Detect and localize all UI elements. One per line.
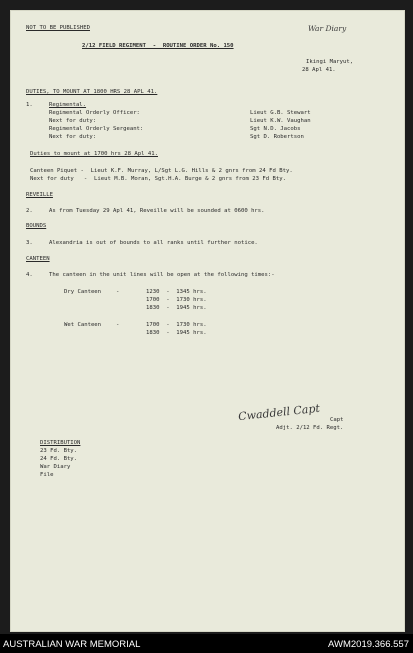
item-number-4: 4. xyxy=(26,272,33,278)
duty-name: Sgt D. Robertson xyxy=(250,134,304,140)
item-number-2: 2. xyxy=(26,208,33,214)
handwritten-signature: Cwaddell Capt xyxy=(237,401,321,424)
distribution-item: War Diary xyxy=(40,464,71,470)
dry-dash: - xyxy=(116,289,120,295)
wet-time: 1700 - 1730 hrs. xyxy=(146,322,207,328)
bounds-text: Alexandria is out of bounds to all ranks until further notice. xyxy=(49,240,258,246)
distribution-item: File xyxy=(40,472,54,478)
canteen-heading: CANTEEN xyxy=(26,256,50,262)
signature-rank: Capt xyxy=(330,417,344,423)
wet-dash: - xyxy=(116,322,120,328)
duty-role: Next for duty: xyxy=(49,118,97,124)
item-number-1: 1. xyxy=(26,102,33,108)
dry-time: 1830 - 1945 hrs. xyxy=(146,305,207,311)
duty-role: Next for duty: xyxy=(49,134,97,140)
duties-subheading: Duties to mount at 1700 hrs 28 Apl 41. xyxy=(30,151,158,157)
reveille-text: As from Tuesday 29 Apl 41, Reveille will be sounded at 0600 hrs. xyxy=(49,208,265,214)
regimental-heading: Regimental. xyxy=(49,102,87,108)
wet-canteen-label: Wet Canteen xyxy=(64,322,102,328)
wet-time: 1830 - 1945 hrs. xyxy=(146,330,207,336)
item-number-3: 3. xyxy=(26,240,33,246)
archive-name: AUSTRALIAN WAR MEMORIAL xyxy=(3,639,141,650)
distribution-item: 23 Fd. Bty. xyxy=(40,448,78,454)
place-label: Ikingi Maryut, xyxy=(306,59,354,65)
duty-name: Sgt N.D. Jacobs xyxy=(250,126,301,132)
next-for-duty-line: Next for duty - Lieut M.B. Moran, Sgt.H.A. Burge & 2 gnrs from 23 Fd Bty. xyxy=(30,176,286,182)
date-label: 28 Apl 41. xyxy=(302,67,336,73)
dry-time: 1230 - 1345 hrs. xyxy=(146,289,207,295)
distribution-heading: DISTRIBUTION xyxy=(40,440,81,446)
archive-footer-bar xyxy=(0,634,413,653)
duty-name: Lieut G.B. Stewart xyxy=(250,110,311,116)
dry-time: 1700 - 1730 hrs. xyxy=(146,297,207,303)
reveille-heading: REVEILLE xyxy=(26,192,53,198)
canteen-piquet-line: Canteen Piquet - Lieut K.F. Murray, L/Sgt L.G. Hills & 2 gnrs from 24 Fd Bty. xyxy=(30,168,293,174)
dry-canteen-label: Dry Canteen xyxy=(64,289,102,295)
handwritten-war-diary-note: War Diary xyxy=(308,24,347,33)
not-published-label: NOT TO BE PUBLISHED xyxy=(26,25,90,31)
bounds-heading: BOUNDS xyxy=(26,223,47,229)
document-title: 2/12 FIELD REGIMENT - ROUTINE ORDER No. 150 xyxy=(82,43,234,49)
signature-line: Adjt. 2/12 Fd. Regt. xyxy=(276,425,344,431)
distribution-item: 24 Fd. Bty. xyxy=(40,456,78,462)
document-page xyxy=(10,10,405,632)
duties-heading: DUTIES, TO MOUNT AT 1800 HRS 28 APL 41. xyxy=(26,89,158,95)
archive-reference: AWM2019.366.557 xyxy=(328,639,409,650)
duty-role: Regimental Orderly Sergeant: xyxy=(49,126,144,132)
duty-role: Regimental Orderly Officer: xyxy=(49,110,140,116)
canteen-intro: The canteen in the unit lines will be open at the following times:- xyxy=(49,272,275,278)
duty-name: Lieut K.W. Vaughan xyxy=(250,118,311,124)
